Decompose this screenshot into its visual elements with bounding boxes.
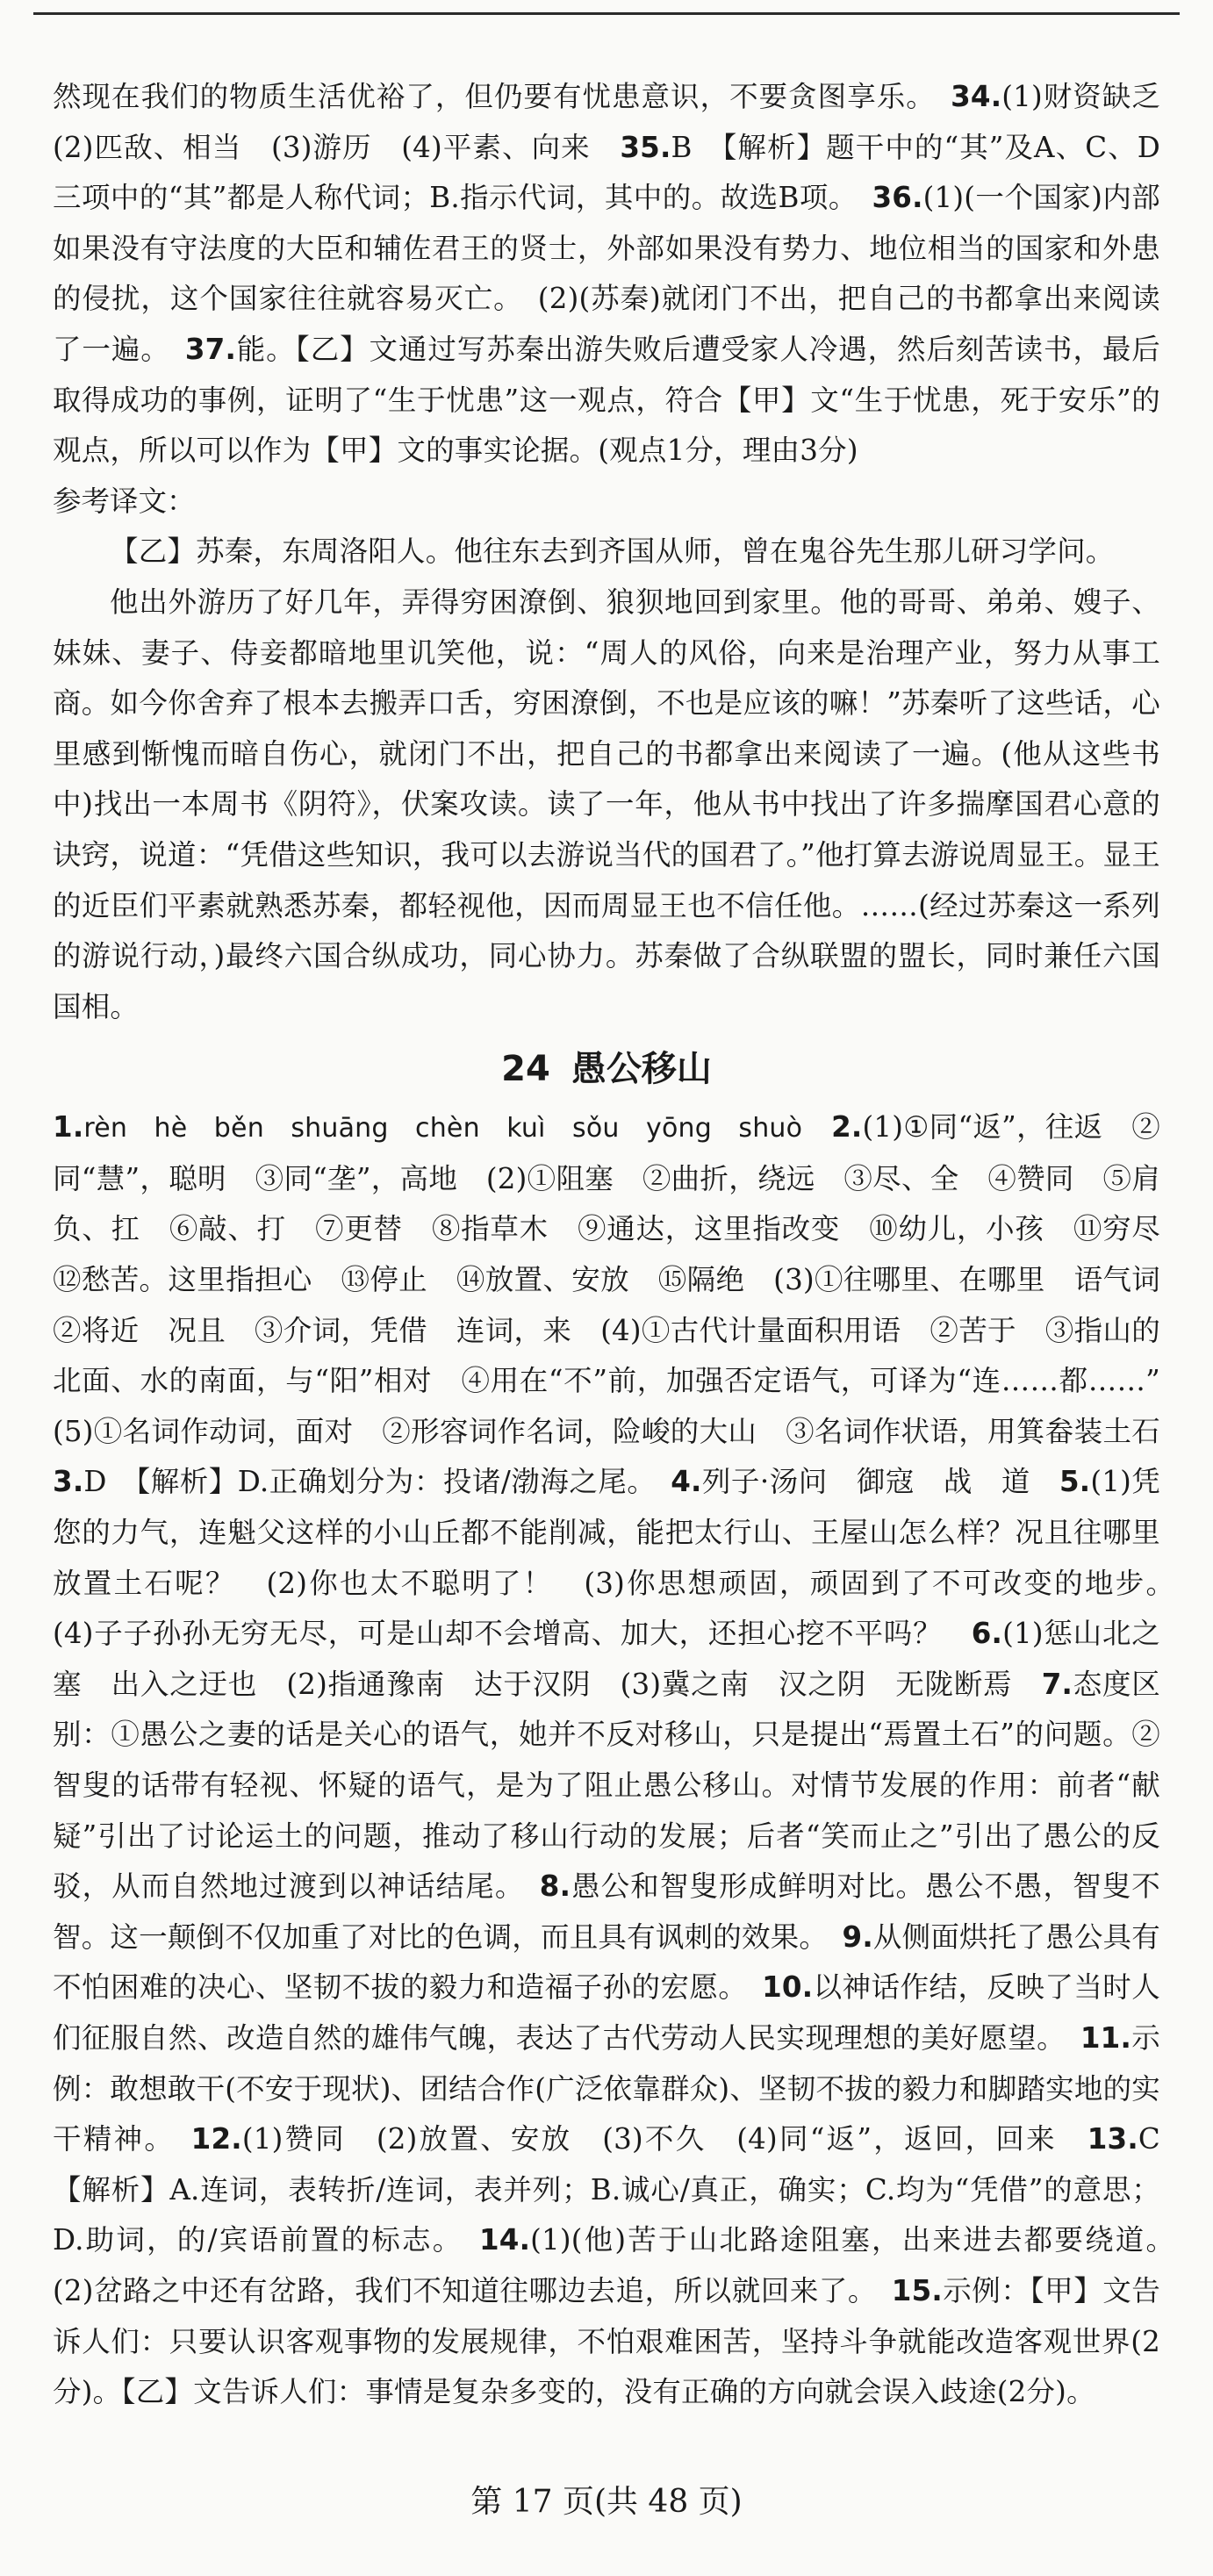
question-number: 1. — [53, 1110, 84, 1144]
question-number: 13. — [1087, 2122, 1138, 2156]
reference-translation-label: 参考译文： — [53, 484, 196, 518]
translation-paragraph-2: 他出外游历了好几年，弄得穷困潦倒、狼狈地回到家里。他的哥哥、弟弟、嫂子、妹妹、妻子、侍妾都暗地里讥笑他，说：“周人的风俗，向来是治理产业，努力从事工商。如今你舍弃了根本去搬弄口舌，穷困潦倒，不也是应该的嘛！”苏秦听了这些话，心里感到惭愧而暗自伤心，就闭门不出，把自己的书都拿出来阅读了一遍。(他从这些书中)找出一本周书《阴符》，伏案攻读。读了一年，他从书中找出了许多揣摩国君心意的诀窍，说道：“凭借这些知识，我可以去游说当代的国君了。”他打算去游说周显王。显王的近臣们平素就熟悉苏秦，都轻视他，因而周显王也不信任他。……(经过苏秦这一系列的游说行动，)最终六国合纵成功，同心协力。苏秦做了合纵联盟的盟长，同时兼任六国国相。 — [53, 585, 1160, 1023]
translation-paragraph-1: 【乙】苏秦，东周洛阳人。他往东去到齐国从师，曾在鬼谷先生那儿研习学问。 — [110, 535, 1115, 569]
question-number: 8. — [539, 1869, 571, 1904]
answer-text — [802, 1110, 831, 1144]
question-number: 7. — [1041, 1667, 1073, 1701]
top-rule — [33, 12, 1180, 15]
question-number: 11. — [1080, 2020, 1132, 2055]
answer-text: C 【解析】A.连词，表转折/连词，表并列；B.诚心/真正，确实；C.均为“凭借”的意思；D.助词，的/宾语前置的标志。 — [53, 2122, 1189, 2257]
section-title: 愚公移山 — [571, 1049, 712, 1090]
answer-text: (1)财资缺乏 (2)匹敌、相当 (3)游历 (4)平素、向来 — [53, 80, 1189, 164]
answer-text: 示例：【甲】文告诉人们：只要认识客观事物的发展规律，不怕艰难困苦，坚持斗争就能改造客观世界(2分)。【乙】文告诉人们：事情是复杂多变的，没有正确的方向就会误入歧途(2分)。 — [53, 2273, 1160, 2409]
answer-text: (1)惩山北之塞 出入之迂也 (2)指通豫南 达于汉阴 (3)冀之南 汉之阴 无陇断焉 — [53, 1617, 1161, 1701]
answer-text: (1)①同“返”，往返 ②同“慧”，聪明 ③同“垄”，高地 (2)①阻塞 ②曲折，绕远 ③尽、全 ④赞同 ⑤肩负、扛 ⑥敲、打 ⑦更替 ⑧指草木 ⑨通达，这里指改变 ⑩幼儿，小孩 ⑪穷尽 ⑫愁苦。这里指担心 ⑬停止 ⑭放置、安放 ⑮隔绝 (3)①往哪里、在哪里 语气词 ②将近 况且 ③介词，凭借 连词，来 (4)①古代计量面积用语 ②苦于 ③指山的北面、水的南面，与“阳”相对 ④用在“不”前，加强否定语气，可译为“连……都……” (5)①名词作动词，面对 ②形容词作名词，险峻的大山 ③名词作状语，用箕畚装土石 — [53, 1110, 1189, 1448]
page-content — [53, 72, 1189, 2418]
question-number: 3. — [53, 1465, 84, 1499]
answers-33-37 — [53, 72, 1189, 477]
question-number: 10. — [762, 1970, 814, 2005]
answer-text: 态度区别：①愚公之妻的话是关心的语气，她并不反对移山，只是提出“焉置土石”的问题。②智叟的话带有轻视、怀疑的语气，是为了阻止愚公移山。对情节发展的作用：前者“献疑”引出了讨论运土的问题，推动了移山行动的发展；后者“笑而止之”引出了愚公的反驳，从而自然地过渡到以神话结尾。 — [53, 1667, 1160, 1904]
question-number: 5. — [1059, 1465, 1091, 1499]
answer-text: 从侧面烘托了愚公具有不怕困难的决心、坚韧不拔的毅力和造福子孙的宏愿。 — [53, 1919, 1160, 2005]
answer-text: 以神话作结，反映了当时人们征服自然、改造自然的雄伟气魄，表达了古代劳动人民实现理想的美好愿望。 — [53, 1970, 1160, 2055]
answer-text: (1)赞同 (2)放置、安放 (3)不久 (4)同“返”，返回，回来 — [241, 2122, 1087, 2156]
section-heading — [53, 1037, 1160, 1101]
question-number: 14. — [478, 2223, 531, 2257]
question-number: 15. — [891, 2273, 943, 2307]
question-number: 35. — [620, 130, 671, 164]
answer-text: D 【解析】D.正确划分为：投诸/渤海之尾。 — [83, 1465, 671, 1499]
question-number: 34. — [951, 80, 1002, 113]
answer-text: 然现在我们的物质生活优裕了，但仍要有忧患意识，不要贪图享乐。 — [53, 80, 951, 113]
answer-text: 列子·汤问 御寇 战 道 — [701, 1465, 1059, 1499]
answer-text: (1)凭您的力气，连魁父这样的小山丘都不能削减，能把太行山、王屋山怎么样？况且往哪里放置土石呢？ (2)你也太不聪明了！ (3)你思想顽固，顽固到了不可改变的地步。 (4)子子孙孙无穷无尽，可是山却不会增高、加大，还担心挖不平吗？ — [53, 1465, 1189, 1651]
answer-text: B 【解析】题干中的“其”及A、C、D三项中的“其”都是人称代词；B.指示代词，其中的。故选B项。 — [53, 130, 1160, 215]
question-number: 37. — [184, 332, 237, 366]
page-footer: 第 17 页(共 48 页) — [470, 2484, 743, 2520]
answers-yugong-yishan — [53, 1102, 1189, 2417]
answer-text: 愚公和智叟形成鲜明对比。愚公不愚，智叟不智。这一颠倒不仅加重了对比的色调，而且具有讽刺的效果。 — [53, 1869, 1160, 1954]
answer-text: (1)(他)苦于山北路途阻塞，出来进去都要绕道。 (2)岔路之中还有岔路，我们不知道往哪边去追，所以就回来了。 — [53, 2223, 1189, 2307]
question-number: 9. — [842, 1919, 873, 1954]
question-number: 12. — [190, 2122, 242, 2156]
question-number: 6. — [971, 1617, 1003, 1651]
section-number: 24 — [501, 1049, 550, 1090]
question-number: 36. — [872, 181, 923, 215]
question-number: 2. — [831, 1110, 863, 1144]
answer-text: (1)(一个国家)内部如果没有守法度的大臣和辅佐君王的贤士，外部如果没有势力、地位相当的国家和外患的侵扰，这个国家往往就容易灭亡。 (2)(苏秦)就闭门不出，把自己的书都拿出来阅读了一遍。 — [53, 181, 1160, 366]
answer-text: 能。【乙】文通过写苏秦出游失败后遭受家人冷遇，然后刻苦读书，最后取得成功的事例，证明了“生于忧患”这一观点，符合【甲】文“生于忧患，死于安乐”的观点，所以可以作为【甲】文的事实论据。(观点1分，理由3分) — [53, 332, 1160, 468]
pinyin-answer: rèn hè běn shuāng chèn kuì sǒu yōng shuò — [83, 1113, 803, 1144]
question-number: 4. — [671, 1465, 702, 1499]
answer-text: 示例：敢想敢干(不安于现状)、团结合作(广泛依靠群众)、坚韧不拔的毅力和脚踏实地的实干精神。 — [53, 2020, 1161, 2156]
